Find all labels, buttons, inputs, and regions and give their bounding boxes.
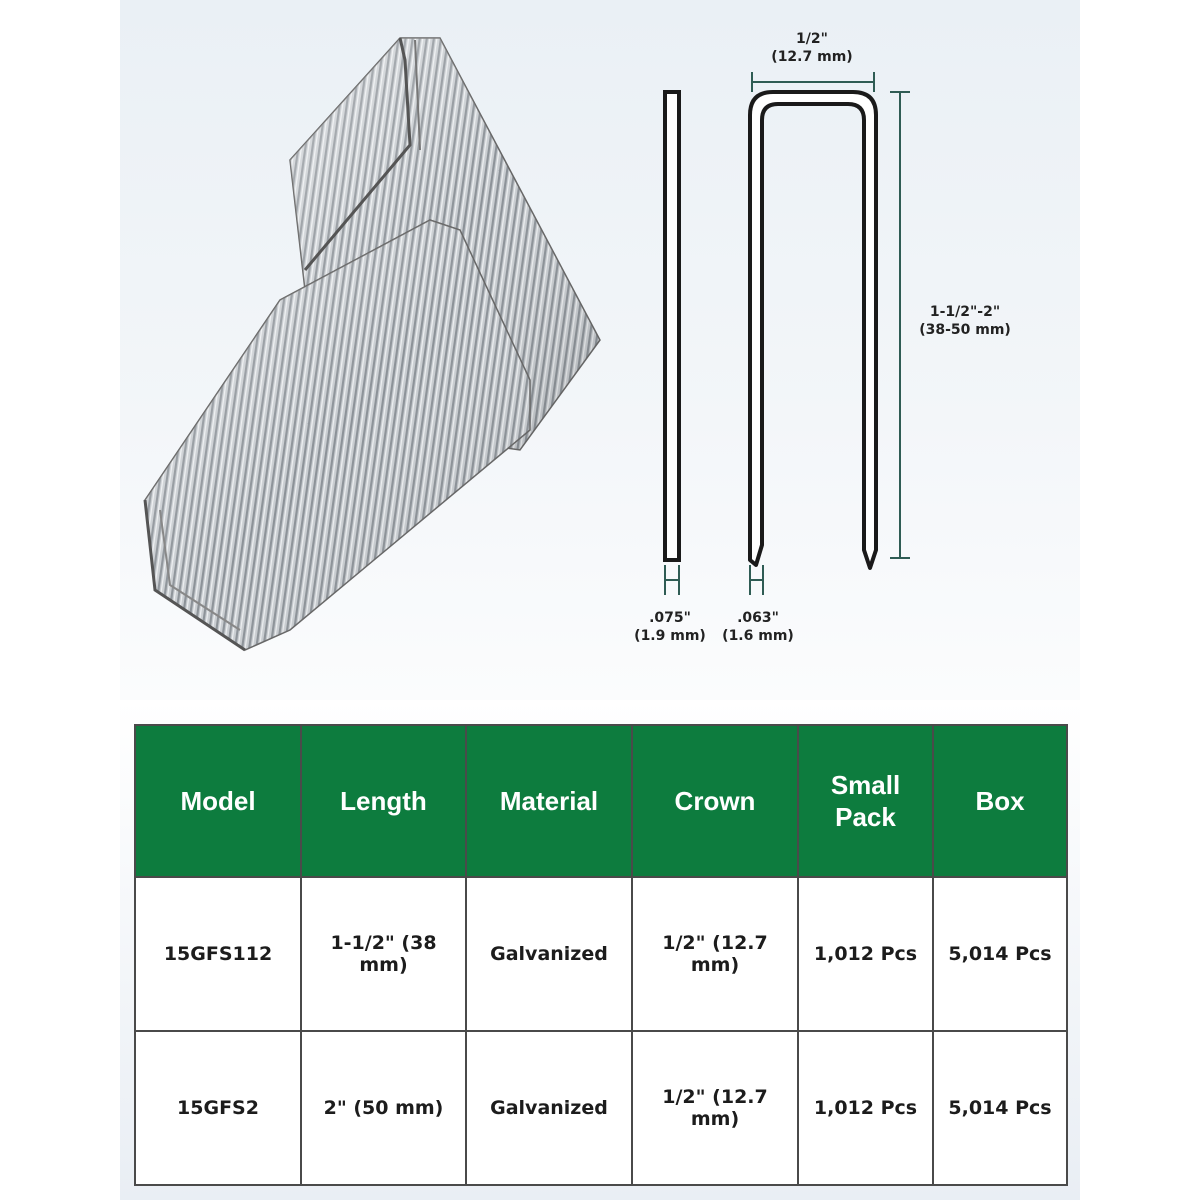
cell-small-pack: 1,012 Pcs: [798, 1031, 933, 1185]
cell-small-pack: 1,012 Pcs: [798, 877, 933, 1031]
header-box: Box: [933, 725, 1067, 877]
crown-dimension-label: [752, 30, 872, 66]
cell-length: 2" (50 mm): [301, 1031, 466, 1185]
cell-length: 1-1/2" (38 mm): [301, 877, 466, 1031]
header-material: Material: [466, 725, 632, 877]
cell-box: 5,014 Pcs: [933, 877, 1067, 1031]
header-length: Length: [301, 725, 466, 877]
table-header-row: [135, 725, 1067, 877]
staple-strip-illustration: [130, 30, 610, 660]
cell-crown: 1/2" (12.7 mm): [632, 877, 798, 1031]
header-small-pack: Small Pack: [798, 725, 933, 877]
wire-width-mm: (1.9 mm): [634, 628, 706, 644]
crown-dim-mm: (12.7 mm): [771, 49, 853, 65]
staple-diagram: [620, 20, 1060, 660]
staple-front-view: [750, 92, 876, 568]
table-row: [135, 877, 1067, 1031]
wire-thickness-inch: .063": [737, 610, 779, 626]
cell-box: 5,014 Pcs: [933, 1031, 1067, 1185]
header-model: Model: [135, 725, 301, 877]
cell-crown: 1/2" (12.7 mm): [632, 1031, 798, 1185]
spec-table: [134, 724, 1068, 1186]
staple-side-view: [665, 92, 679, 560]
wire-thickness-mm: (1.6 mm): [722, 628, 794, 644]
cell-material: Galvanized: [466, 1031, 632, 1185]
cell-model: 15GFS2: [135, 1031, 301, 1185]
length-dimension-label: [905, 303, 1025, 339]
cell-material: Galvanized: [466, 877, 632, 1031]
header-crown: Crown: [632, 725, 798, 877]
wire-width-inch: .075": [649, 610, 691, 626]
wire-width-label: [625, 609, 715, 645]
length-dim-inch: 1-1/2"-2": [929, 304, 1001, 320]
table-row: [135, 1031, 1067, 1185]
cell-model: 15GFS112: [135, 877, 301, 1031]
length-dim-mm: (38-50 mm): [919, 322, 1011, 338]
crown-dim-inch: 1/2": [796, 31, 828, 47]
wire-thickness-label: [713, 609, 803, 645]
